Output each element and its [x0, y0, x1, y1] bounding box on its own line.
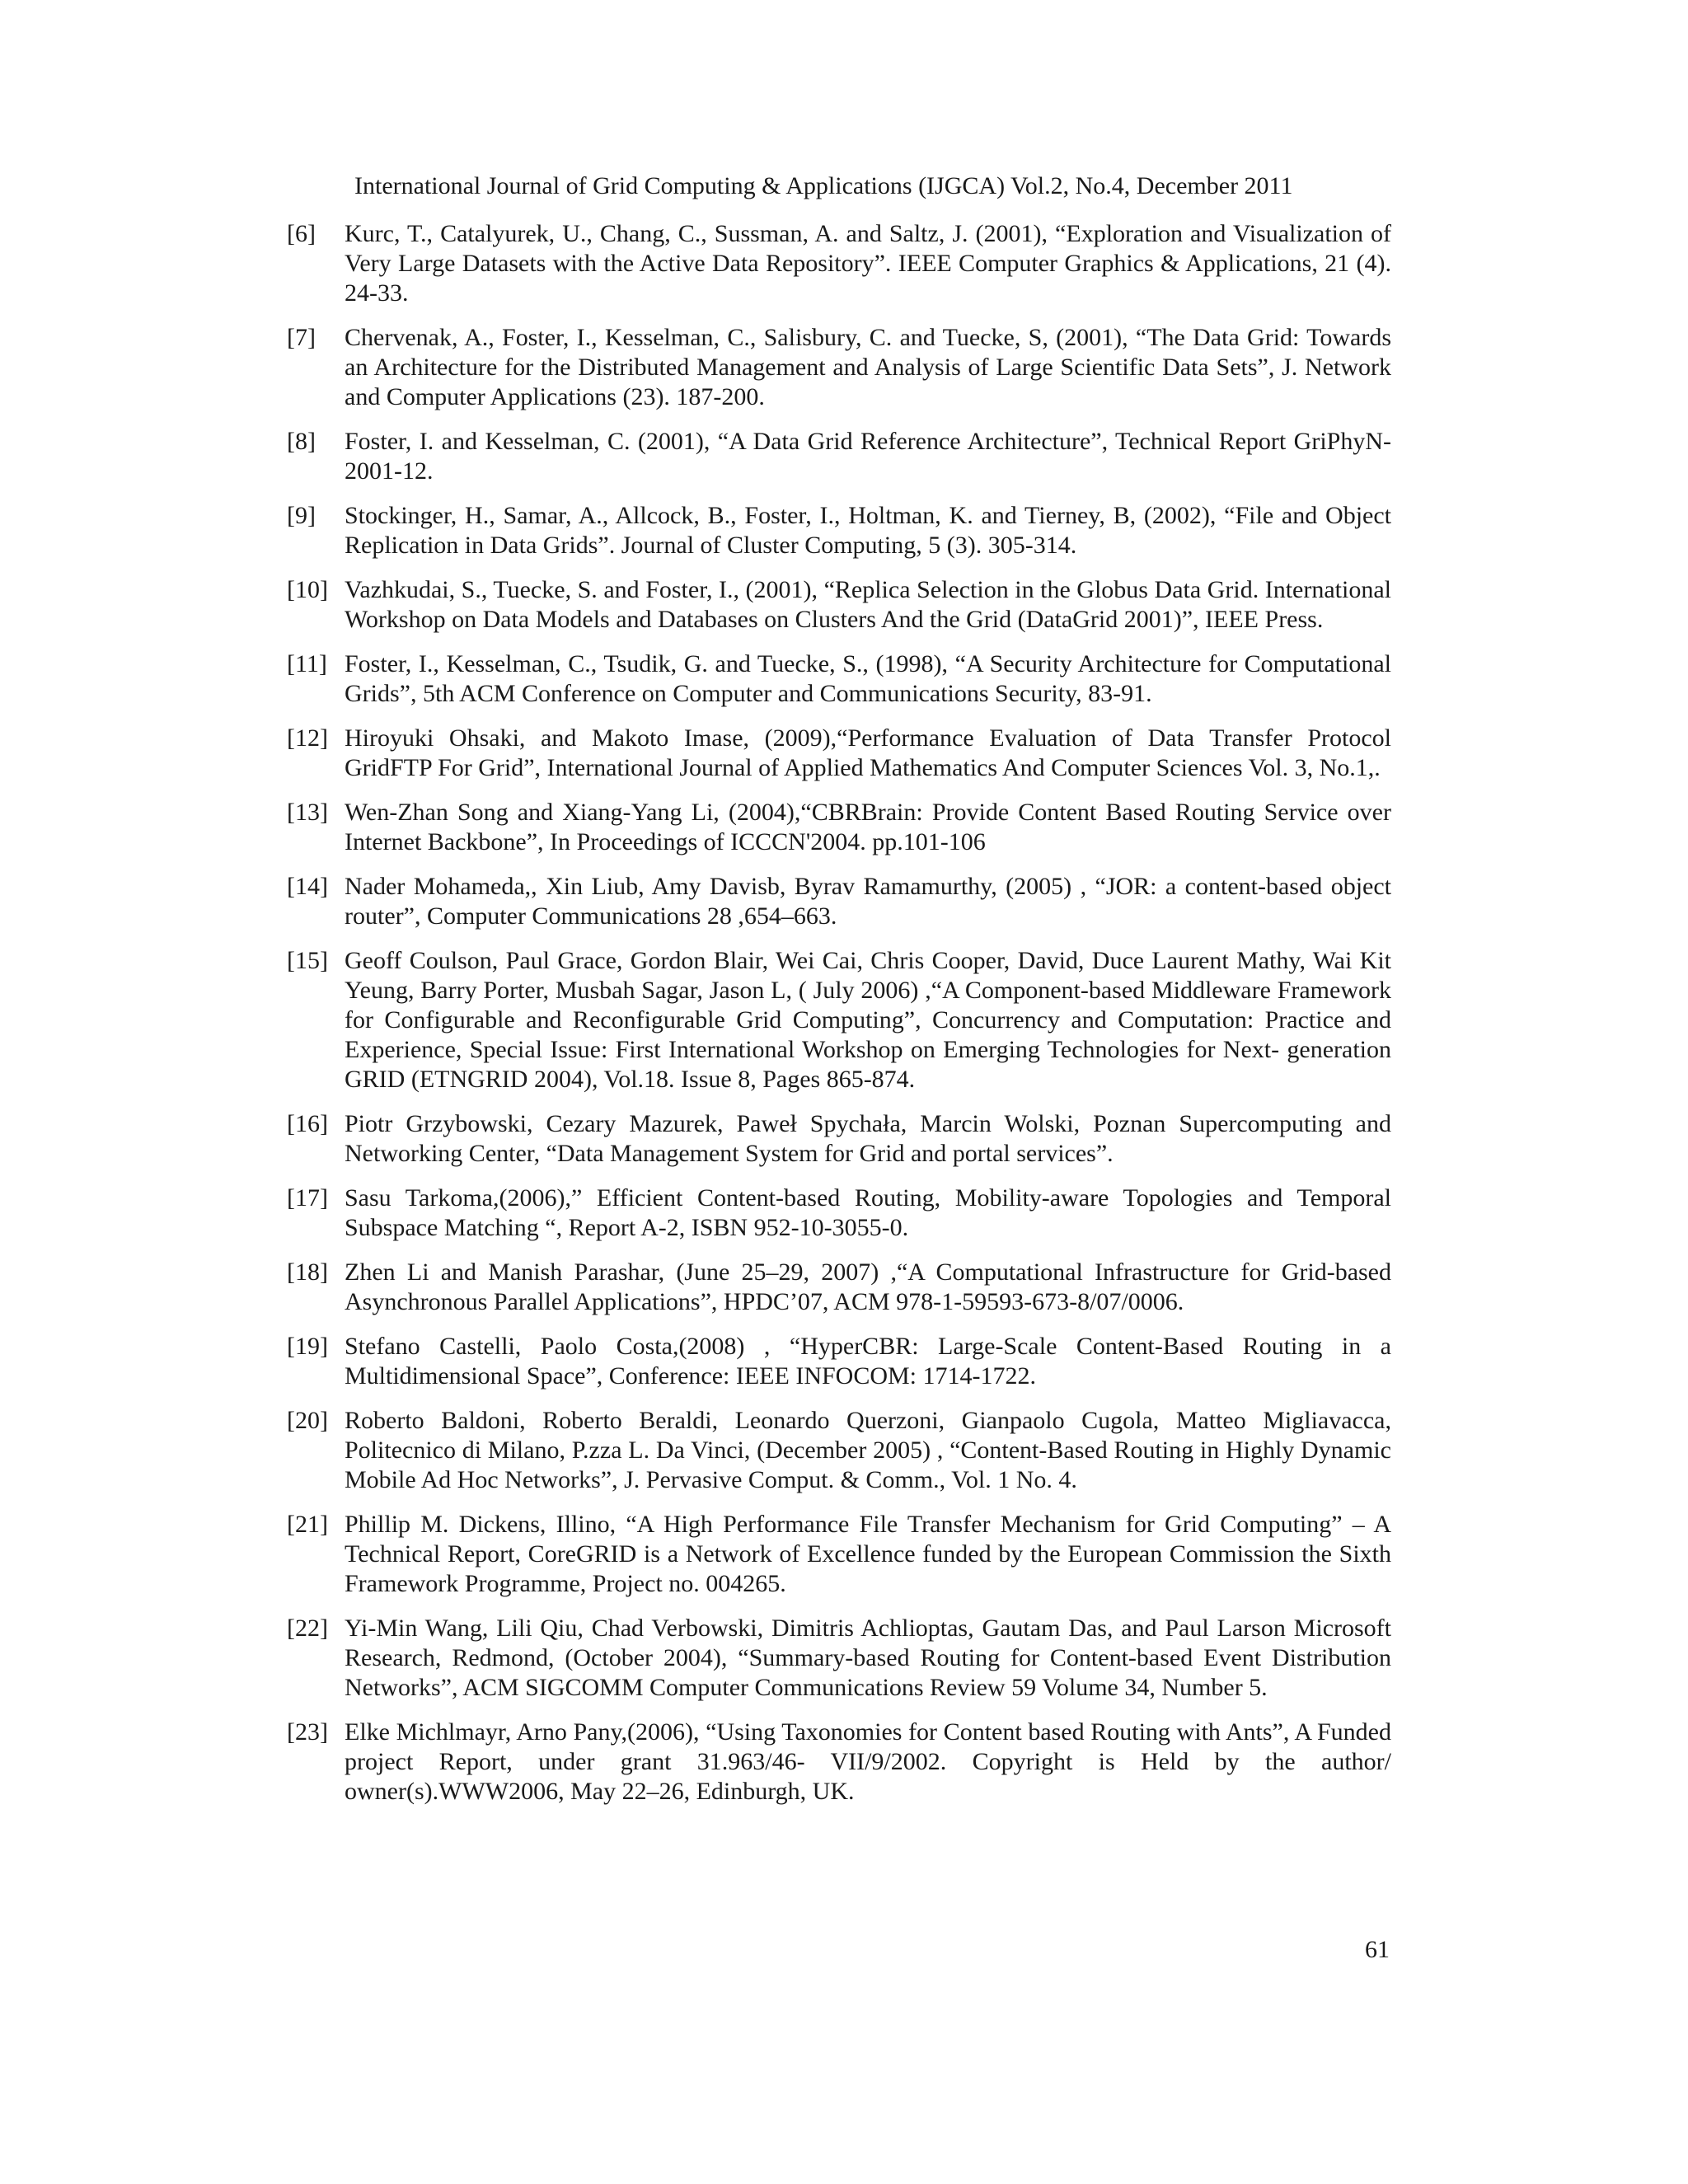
reference-text: Kurc, T., Catalyurek, U., Chang, C., Sussman, A. and Saltz, J. (2001), “Exploration and Visualization of Very Large Datasets with the Active Data Repository”. IEEE Computer Graphics & Applications, 21 (4). 24-33. — [345, 220, 1391, 307]
reference-number: [6] — [287, 220, 316, 247]
reference-number: [20] — [287, 1407, 328, 1434]
reference-text: Roberto Baldoni, Roberto Beraldi, Leonardo Querzoni, Gianpaolo Cugola, Matteo Migliavacca, Politecnico di Milano, P.zza L. Da Vinci, (December 2005) , “Content-Based Routing in Highly Dynamic Mobile Ad Hoc Networks”, J. Pervasive Comput. & Comm., Vol. 1 No. 4. — [345, 1407, 1391, 1493]
reference-item — [287, 946, 1391, 1094]
reference-item — [287, 1258, 1391, 1317]
reference-number: [15] — [287, 947, 328, 974]
reference-number: [16] — [287, 1110, 328, 1137]
reference-text: Chervenak, A., Foster, I., Kesselman, C., Salisbury, C. and Tuecke, S, (2001), “The Data Grid: Towards an Architecture for the Distributed Management and Analysis of Large Scientific Data Sets”, J. Network and Computer Applications (23). 187-200. — [345, 324, 1391, 410]
reference-number: [21] — [287, 1511, 328, 1538]
reference-text: Sasu Tarkoma,(2006),” Efficient Content-based Routing, Mobility-aware Topologies and Temporal Subspace Matching “, Report A-2, ISBN 952-10-3055-0. — [345, 1184, 1391, 1241]
reference-text: Zhen Li and Manish Parashar, (June 25–29, 2007) ,“A Computational Infrastructure for Grid-based Asynchronous Parallel Applications”, HPDC’07, ACM 978-1-59593-673-8/07/0006. — [345, 1258, 1391, 1315]
reference-item — [287, 323, 1391, 412]
reference-item — [287, 219, 1391, 308]
reference-text: Vazhkudai, S., Tuecke, S. and Foster, I., (2001), “Replica Selection in the Globus Data Grid. International Workshop on Data Models and Databases on Clusters And the Grid (DataGrid 2001)”, IEEE Press. — [345, 576, 1391, 633]
reference-text: Stefano Castelli, Paolo Costa,(2008) , “HyperCBR: Large-Scale Content-Based Routing in a Multidimensional Space”, Conference: IEEE INFOCOM: 1714-1722. — [345, 1333, 1391, 1390]
reference-number: [8] — [287, 428, 316, 455]
reference-number: [10] — [287, 576, 328, 603]
reference-number: [11] — [287, 650, 327, 677]
reference-number: [19] — [287, 1333, 328, 1360]
reference-item — [287, 427, 1391, 486]
reference-item — [287, 1718, 1391, 1807]
reference-text: Yi-Min Wang, Lili Qiu, Chad Verbowski, Dimitris Achlioptas, Gautam Das, and Paul Larson Microsoft Research, Redmond, (October 2004), “Summary-based Routing for Content-based Event Distribution Networks”, ACM SIGCOMM Computer Communications Review 59 Volume 34, Number 5. — [345, 1615, 1391, 1701]
reference-text: Hiroyuki Ohsaki, and Makoto Imase, (2009),“Performance Evaluation of Data Transfer Protocol GridFTP For Grid”, International Journal of Applied Mathematics And Computer Sciences Vol. 3, No.1,. — [345, 724, 1391, 781]
reference-text: Wen-Zhan Song and Xiang-Yang Li, (2004),“CBRBrain: Provide Content Based Routing Service over Internet Backbone”, In Proceedings of ICCCN'2004. pp.101-106 — [345, 799, 1391, 855]
reference-text: Geoff Coulson, Paul Grace, Gordon Blair, Wei Cai, Chris Cooper, David, Duce Laurent Mathy, Wai Kit Yeung, Barry Porter, Musbah Sagar, Jason L, ( July 2006) ,“A Component-based Middleware Framework for Configurable and Reconfigurable Grid Computing”, Concurrency and Computation: Practice and Experience, Special Issue: First International Workshop on Emerging Technologies for Next- generation GRID (ETNGRID 2004), Vol.18. Issue 8, Pages 865-874. — [345, 947, 1391, 1093]
reference-text: Elke Michlmayr, Arno Pany,(2006), “Using Taxonomies for Content based Routing with Ants”, A Funded project Report, under grant 31.963/46- VII/9/2002. Copyright is Held by the author/ owner(s).WWW2006, May 22–26, Edinburgh, UK. — [345, 1718, 1391, 1805]
reference-item — [287, 1332, 1391, 1391]
reference-item — [287, 1183, 1391, 1243]
reference-text: Foster, I., Kesselman, C., Tsudik, G. and Tuecke, S., (1998), “A Security Architecture for Computational Grids”, 5th ACM Conference on Computer and Communications Security, 83-91. — [345, 650, 1391, 707]
reference-text: Piotr Grzybowski, Cezary Mazurek, Paweł Spychała, Marcin Wolski, Poznan Supercomputing and Networking Center, “Data Management System for Grid and portal services”. — [345, 1110, 1391, 1167]
reference-number: [9] — [287, 502, 316, 529]
reference-number: [13] — [287, 799, 328, 826]
reference-item — [287, 724, 1391, 783]
reference-item — [287, 1614, 1391, 1703]
reference-number: [7] — [287, 324, 316, 351]
reference-number: [17] — [287, 1184, 328, 1212]
reference-item — [287, 575, 1391, 635]
reference-number: [23] — [287, 1718, 328, 1746]
reference-item — [287, 1406, 1391, 1495]
reference-number: [14] — [287, 873, 328, 900]
reference-number: [22] — [287, 1615, 328, 1642]
reference-text: Phillip M. Dickens, Illino, “A High Performance File Transfer Mechanism for Grid Computing” – A Technical Report, CoreGRID is a Network of Excellence funded by the European Commission the Sixth Framework Programme, Project no. 004265. — [345, 1511, 1391, 1597]
page-number: 61 — [1365, 1936, 1390, 1963]
journal-header: International Journal of Grid Computing & Applications (IJGCA) Vol.2, No.4, December 2011 — [354, 172, 1293, 199]
reference-item — [287, 798, 1391, 857]
reference-item — [287, 1510, 1391, 1599]
reference-number: [18] — [287, 1258, 328, 1286]
reference-number: [12] — [287, 724, 328, 752]
reference-text: Foster, I. and Kesselman, C. (2001), “A Data Grid Reference Architecture”, Technical Report GriPhyN-2001-12. — [345, 428, 1391, 485]
reference-item — [287, 501, 1391, 560]
reference-text: Nader Mohameda,, Xin Liub, Amy Davisb, Byrav Ramamurthy, (2005) , “JOR: a content-based object router”, Computer Communications 28 ,654–663. — [345, 873, 1391, 930]
reference-list — [287, 219, 1391, 1821]
reference-text: Stockinger, H., Samar, A., Allcock, B., Foster, I., Holtman, K. and Tierney, B, (2002), “File and Object Replication in Data Grids”. Journal of Cluster Computing, 5 (3). 305-314. — [345, 502, 1391, 559]
reference-item — [287, 1109, 1391, 1169]
reference-item — [287, 649, 1391, 709]
reference-item — [287, 872, 1391, 931]
